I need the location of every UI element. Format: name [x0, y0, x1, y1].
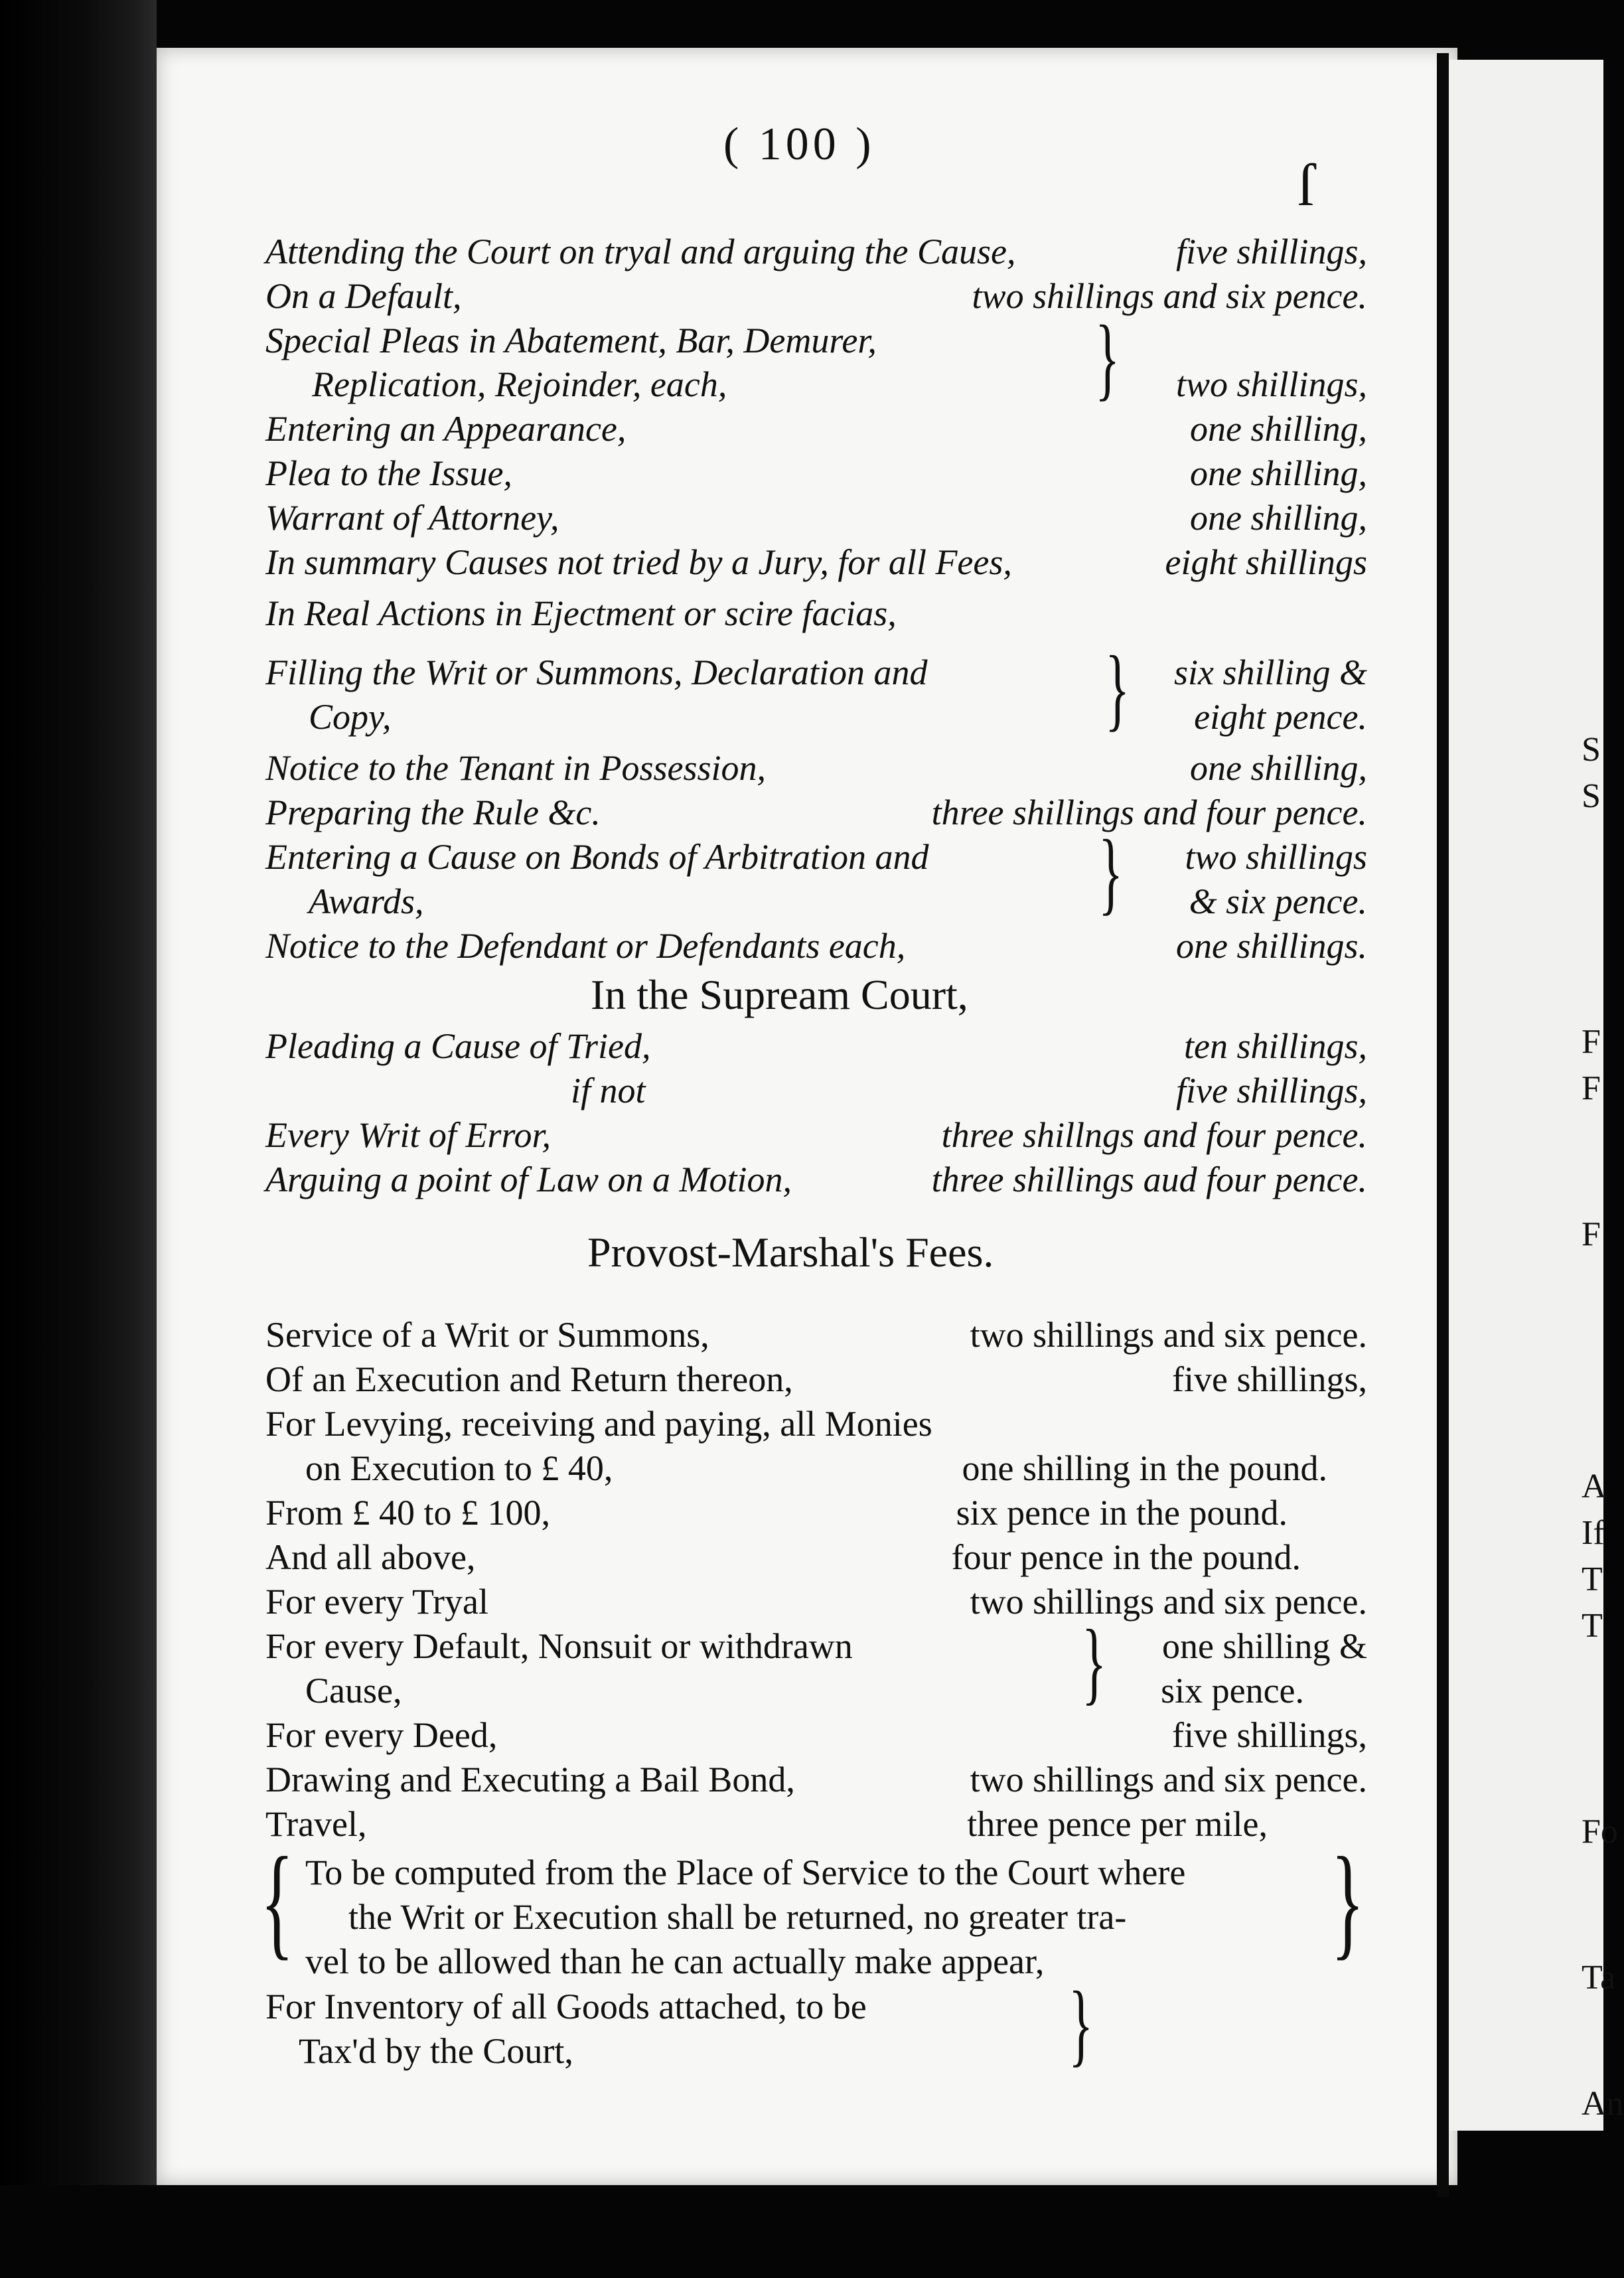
fee-item: Preparing the Rule &c.: [265, 793, 601, 832]
fee-row: [265, 2030, 1367, 2078]
fee-row: [265, 1986, 1367, 2034]
facing-fragment: T: [1582, 1607, 1603, 1645]
right-bracket: }: [1331, 1832, 1365, 1971]
fee-row: [265, 1403, 1367, 1451]
fee-item: For every Tryal: [265, 1582, 488, 1622]
printer-mark: ſ: [1297, 153, 1315, 218]
curly-brace: }: [1098, 821, 1124, 924]
section-heading: Provost-Marshal's Fees.: [587, 1229, 994, 1276]
fee-row: [265, 497, 1367, 545]
fee-amount: five shillings,: [1172, 1359, 1367, 1399]
fee-row: [265, 836, 1367, 884]
fee-amount: two shillings: [1185, 837, 1367, 877]
facing-fragment: Fo: [1582, 1813, 1618, 1851]
facing-fragment: S: [1582, 731, 1601, 769]
fee-amount: five shillings,: [1172, 1715, 1367, 1755]
fee-amount: two shillings and six pence.: [970, 1315, 1367, 1355]
facing-page: [1449, 60, 1624, 2131]
fee-amount: two shillings and six pence.: [970, 1582, 1367, 1622]
fee-item: In summary Causes not tried by a Jury, for all Fees,: [265, 542, 1012, 582]
fee-item: Replication, Rejoinder, each,: [312, 364, 727, 404]
fee-row: [265, 1314, 1367, 1362]
fee-amount: one shilling &: [1162, 1626, 1367, 1666]
fee-item: Attending the Court on tryal and arguing the Cause,: [265, 232, 1016, 271]
fee-amount: three shillngs and four pence.: [941, 1115, 1367, 1155]
fee-row: [265, 231, 1367, 279]
fee-item: For Levying, receiving and paying, all Monies: [265, 1404, 932, 1444]
fee-item: Special Pleas in Abatement, Bar, Demurer,: [265, 321, 877, 360]
fee-amount: six shilling &: [1173, 652, 1367, 692]
fee-item: Copy,: [309, 697, 392, 737]
fee-row: [265, 408, 1367, 456]
fee-amount: four pence in the pound.: [951, 1537, 1301, 1577]
fee-row: [265, 1626, 1367, 1673]
fee-item: Plea to the Issue,: [265, 453, 512, 493]
page-number: ( 100 ): [723, 119, 875, 170]
fee-row: [265, 1070, 1367, 1118]
fee-item: Travel,: [265, 1804, 367, 1844]
fee-amount: six pence in the pound.: [956, 1493, 1288, 1533]
fee-item: Entering an Appearance,: [265, 409, 627, 449]
fee-item: From £ 40 to £ 100,: [265, 1493, 551, 1533]
fee-amount: three shillings aud four pence.: [931, 1160, 1367, 1199]
facing-fragment: T: [1582, 1560, 1603, 1598]
fee-row: [265, 275, 1367, 323]
fee-row: [265, 696, 1367, 744]
fee-amount: ten shillings,: [1183, 1026, 1367, 1066]
fee-item: Cause,: [305, 1671, 402, 1710]
fee-item: In Real Actions in Ejectment or scire facias,: [265, 593, 897, 633]
fee-item: Arguing a point of Law on a Motion,: [265, 1160, 792, 1199]
facing-fragment: F: [1582, 1069, 1601, 1107]
fee-amount: eight pence.: [1194, 697, 1367, 737]
fee-row: [265, 1025, 1367, 1073]
scan-border: [0, 2185, 1603, 2278]
curly-brace: }: [1082, 1611, 1107, 1714]
fee-row: [265, 1537, 1367, 1584]
fee-row: [265, 792, 1367, 840]
fee-row: [265, 453, 1367, 500]
fee-row: [265, 1670, 1367, 1718]
book-binding-edge: [0, 0, 157, 2278]
fee-amount: five shillings,: [1176, 232, 1367, 271]
fee-amount: five shillings,: [1176, 1071, 1367, 1110]
fee-amount: one shilling,: [1190, 748, 1367, 788]
fee-row: [265, 881, 1367, 929]
fee-row: [265, 593, 1367, 641]
fee-item: For every Default, Nonsuit or withdrawn: [265, 1626, 853, 1666]
fee-item: Filling the Writ or Summons, Declaration and: [265, 652, 928, 692]
fee-item: For every Deed,: [265, 1715, 498, 1755]
page-gutter: [1437, 53, 1449, 2197]
fee-item: For Inventory of all Goods attached, to be: [265, 1987, 867, 2026]
fee-amount: & six pence.: [1189, 881, 1367, 921]
fee-row: [265, 1359, 1367, 1406]
curly-brace: }: [1095, 307, 1120, 410]
fee-row: [265, 1448, 1367, 1495]
fee-item: Service of a Writ or Summons,: [265, 1315, 709, 1355]
travel-note-line: the Writ or Execution shall be returned, no greater tra-: [348, 1897, 1127, 1937]
travel-note-line: To be computed from the Place of Service to the Court where: [305, 1853, 1186, 1892]
fee-row: [265, 1114, 1367, 1162]
fee-amount: one shillings.: [1175, 926, 1367, 966]
fee-item: Notice to the Defendant or Defendants each,: [265, 926, 906, 966]
fee-row: [265, 1159, 1367, 1207]
fee-item: on Execution to £ 40,: [305, 1448, 613, 1488]
facing-fragment: Ta: [1582, 1959, 1616, 1997]
fee-row: [265, 652, 1367, 700]
fee-row: [265, 1759, 1367, 1807]
fee-amount: three pence per mile,: [967, 1804, 1268, 1844]
fee-amount: three shillings and four pence.: [931, 793, 1367, 832]
fee-item: Every Writ of Error,: [265, 1115, 551, 1155]
facing-fragment: If: [1582, 1514, 1605, 1552]
fee-row: [265, 1803, 1367, 1851]
fee-row: [265, 320, 1367, 368]
fee-amount: one shilling,: [1190, 409, 1367, 449]
facing-fragment: F: [1582, 1023, 1601, 1061]
fee-item: Pleading a Cause of Tried,: [265, 1026, 651, 1066]
facing-fragment: S: [1582, 777, 1601, 815]
fee-row: [265, 1492, 1367, 1540]
fee-row: [265, 747, 1367, 795]
facing-fragment: F: [1582, 1215, 1601, 1253]
fee-amount: one shilling,: [1190, 498, 1367, 538]
curly-brace: }: [1069, 1973, 1094, 2076]
fee-amount: one shilling,: [1190, 453, 1367, 493]
fee-amount: one shilling in the pound.: [962, 1448, 1327, 1488]
facing-fragment: An: [1582, 2085, 1624, 2123]
fee-row: [265, 1581, 1367, 1629]
fee-amount: eight shillings: [1165, 542, 1367, 582]
fee-item: Entering a Cause on Bonds of Arbitration and: [265, 837, 929, 877]
fee-row: [265, 925, 1367, 973]
fee-row: [265, 1714, 1367, 1762]
fee-amount: two shillings,: [1175, 364, 1367, 404]
fee-item: Warrant of Attorney,: [265, 498, 559, 538]
left-bracket: {: [260, 1832, 294, 1971]
curly-brace: }: [1105, 637, 1130, 740]
fee-row: [265, 364, 1367, 412]
fee-item: Drawing and Executing a Bail Bond,: [265, 1760, 795, 1799]
fee-amount: two shillings and six pence.: [970, 1760, 1367, 1799]
fee-item: And all above,: [265, 1537, 476, 1577]
fee-item: Tax'd by the Court,: [299, 2031, 573, 2071]
facing-fragment: A: [1582, 1468, 1607, 1505]
fee-amount: six pence.: [1161, 1671, 1304, 1710]
fee-item: Notice to the Tenant in Possession,: [265, 748, 766, 788]
travel-note-line: vel to be allowed than he can actually make appear,: [305, 1941, 1045, 1981]
fee-item: On a Default,: [265, 276, 462, 316]
fee-amount: two shillings and six pence.: [972, 276, 1367, 316]
fee-item: if not: [571, 1071, 646, 1110]
fee-row: [265, 542, 1367, 589]
fee-item: Awards,: [309, 881, 424, 921]
fee-item: Of an Execution and Return thereon,: [265, 1359, 793, 1399]
section-heading: In the Supream Court,: [591, 971, 968, 1018]
